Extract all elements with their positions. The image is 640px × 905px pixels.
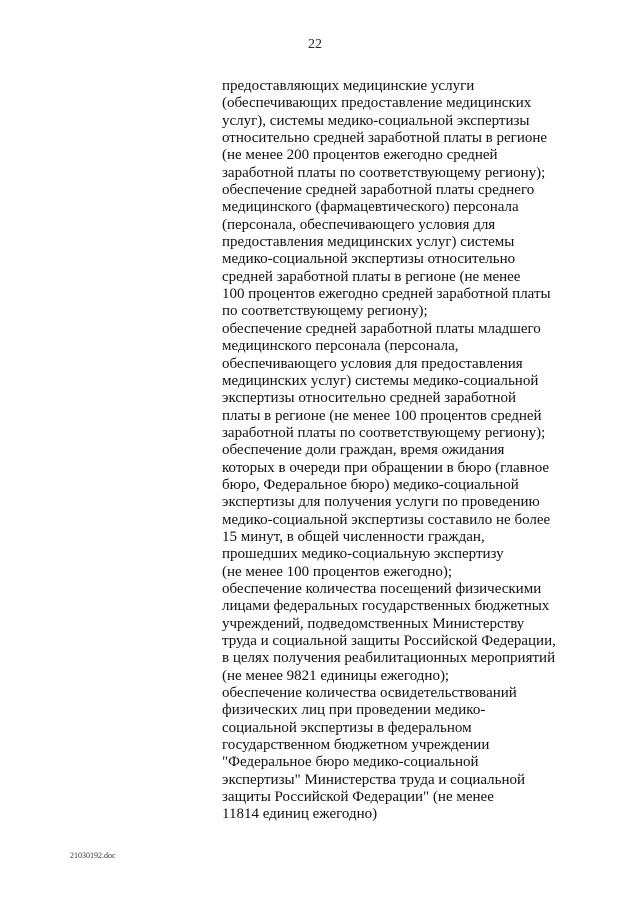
text-line: "Федеральное бюро медико-социальной — [222, 754, 479, 771]
text-line: в целях получения реабилитационных мероприятий — [222, 650, 556, 667]
body-text — [222, 78, 567, 824]
text-line: (не менее 200 процентов ежегодно средней — [222, 147, 498, 164]
text-line: обеспечение средней заработной платы среднего — [222, 182, 535, 199]
text-line: (обеспечивающих предоставление медицинских — [222, 95, 532, 112]
text-line: учреждений, подведомственных Министерству — [222, 615, 525, 632]
text-line: 15 минут, в общей численности граждан, — [222, 528, 485, 545]
text-line: медико-социальной экспертизы относительно — [222, 251, 516, 268]
text-line: обеспечение количества освидетельствований — [222, 685, 517, 702]
file-name-footer: 21030192.doc — [70, 851, 116, 860]
text-line: прошедших медико-социальную экспертизу — [222, 546, 504, 563]
text-line: обеспечение количества посещений физическими — [222, 580, 542, 597]
text-line: физических лиц при проведении медико- — [222, 702, 486, 719]
text-line: заработной платы по соответствующему региону); — [222, 424, 546, 441]
text-line: защиты Российской Федерации" (не менее — [222, 789, 494, 806]
text-line: (персонала, обеспечивающего условия для — [222, 216, 496, 233]
text-line: предоставления медицинских услуг) системы — [222, 234, 515, 251]
text-line: медицинских услуг) системы медико-социальной — [222, 372, 539, 389]
text-line: бюро, Федеральное бюро) медико-социальной — [222, 476, 519, 493]
page-number: 22 — [308, 37, 322, 52]
text-line: обеспечение доли граждан, время ожидания — [222, 442, 505, 459]
text-line: труда и социальной защиты Российской Федерации, — [222, 633, 556, 649]
text-line: (не менее 100 процентов ежегодно); — [222, 563, 453, 580]
text-line: 100 процентов ежегодно средней заработной платы — [222, 286, 551, 303]
text-line: медико-социальной экспертизы составило не более — [222, 511, 551, 528]
text-line: экспертизы" Министерства труда и социальной — [222, 771, 526, 788]
text-line: государственном бюджетном учреждении — [222, 737, 490, 754]
text-line: (не менее 9821 единицы ежегодно); — [222, 667, 450, 684]
text-line: относительно средней заработной платы в регионе — [222, 130, 548, 147]
text-line: экспертизы для получения услуги по проведению — [222, 494, 540, 511]
text-line: обеспечение средней заработной платы младшего — [222, 320, 541, 337]
text-line: социальной экспертизы в федеральном — [222, 719, 472, 736]
text-line: которых в очереди при обращении в бюро (главное — [222, 459, 550, 476]
text-line: медицинского персонала (персонала, — [222, 338, 459, 355]
text-line: услуг), системы медико-социальной экспертизы — [222, 112, 530, 129]
text-line: 11814 единиц ежегодно) — [222, 806, 378, 823]
text-line: обеспечивающего условия для предоставления — [222, 355, 523, 372]
text-line: платы в регионе (не менее 100 процентов средней — [222, 407, 542, 424]
text-line: по соответствующему региону); — [222, 303, 428, 320]
text-line: экспертизы относительно средней заработной — [222, 390, 517, 407]
text-line: медицинского (фармацевтического) персонала — [222, 199, 519, 216]
text-line: средней заработной платы в регионе (не менее — [222, 268, 521, 285]
text-line: лицами федеральных государственных бюджетных — [222, 598, 550, 615]
text-line: заработной платы по соответствующему региону); — [222, 164, 546, 181]
text-line: предоставляющих медицинские услуги — [222, 78, 475, 94]
